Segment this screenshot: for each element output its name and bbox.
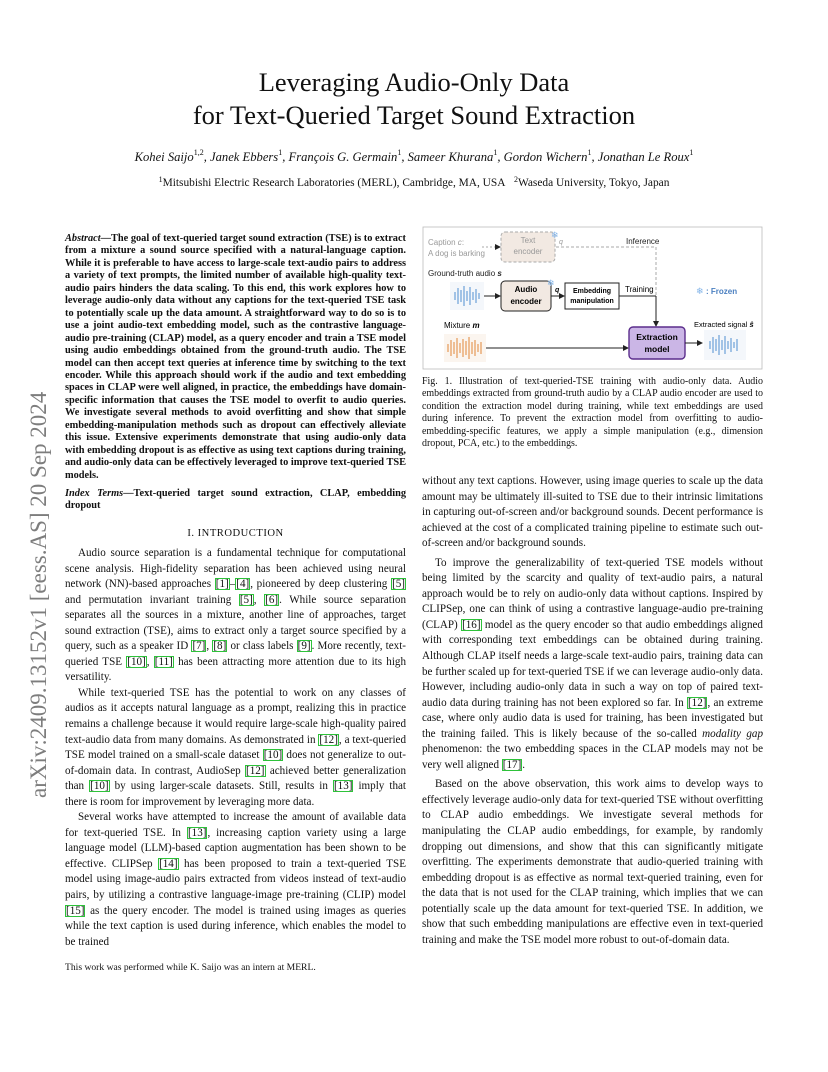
left-column-body <box>65 546 406 950</box>
body-text-run: While text-queried TSE has the potential to work on any classes of audios as it accepts natural language as a prompt, realizing this in practice remains a challenge because it would require large-scale high-quality paired text-audio data from many domains. As demonstrated in <box>65 686 406 746</box>
body-paragraph <box>422 556 763 774</box>
audio-encoder-label-2: encoder <box>510 297 542 306</box>
index-terms-text: —Text-queried target sound extraction, CLAP, embedding dropout <box>65 488 406 512</box>
inference-label: Inference <box>626 237 660 246</box>
body-text-run: – <box>229 578 236 591</box>
title-line-1: Leveraging Audio-Only Data <box>258 67 570 97</box>
abstract <box>65 233 406 482</box>
embedding-manip-label-2: manipulation <box>570 298 614 305</box>
body-paragraph <box>422 777 763 948</box>
body-text-run: has been proposed to train a text-queried TSE model using image-audio pairs extracted from videos instead of text-audio pairs, by utilizing a contrastive language-image pre-training (CLIP) model <box>65 857 406 902</box>
q-t-label: q <box>559 239 563 246</box>
q-a-label: q <box>555 287 560 294</box>
body-text-run: does not generalize to out-of-domain data. In contrast, AudioSep <box>65 749 407 777</box>
body-text-run: by using larger-scale datasets. Still, results in <box>109 780 333 793</box>
citation-link[interactable]: [8] <box>213 640 227 653</box>
body-text-run: Audio source separation is a fundamental technique for computational scene analysis. High-fidelity separation has been achieved using neural network (NN)-based approaches <box>65 547 406 591</box>
author-affiliation-mark: 1,2 <box>193 148 204 157</box>
citation-link[interactable]: [15] <box>66 904 85 917</box>
citation-link[interactable]: [5] <box>239 593 253 606</box>
body-paragraph <box>65 810 406 950</box>
citation-link[interactable]: [13] <box>333 780 353 793</box>
abstract-label: Abstract <box>65 233 101 244</box>
body-text-run: without any text captions. However, using image queries to scale up the data amount may be ultimately ill-suited to TSE due to their intrinsic limitations in capturing out-of-screen and/or background sounds. Decent performance is achieved at the cost of a complicated training pipeline to estimate such out-of-screen and/or background sounds. <box>422 475 764 550</box>
arxiv-stamp <box>22 278 54 798</box>
body-text-run: or class labels <box>227 640 297 653</box>
body-text-run: To improve the generalizability of text-queried TSE models without being limited by the scarcity and quality of text-audio pairs, a natural approach would be to rely on audio-only data without captions. Inspired by CLIPSep, one can think of using a contrastive language-audio pre-training (CLAP) <box>422 556 763 631</box>
body-text-run: as the query encoder. The model is trained using images as queries while the text caption is used during inference, which enables the model to be trained <box>65 904 406 948</box>
figure-1-caption: Fig. 1. Illustration of text-queried-TSE training with audio-only data. Audio embeddings extracted from ground-truth audio by a CLAP audio encoder are used to condition the extraction model during training, while text embeddings are used during inference. To prevent the extraction model from overfitting to audio-embedding-specific features, we apply a simple manipulation (e.g., dimension dropout, PCA, etc.) to the embeddings. <box>422 376 763 450</box>
citation-link[interactable]: [13] <box>187 826 207 839</box>
author-affiliation-mark: 1 <box>493 148 498 157</box>
body-text-run: Based on the above observation, this work aims to develop ways to effectively leverage audio-only data for text-queried TSE without overfitting to CLAP audio embeddings. We investigate several methods for manipulating the CLAP audio embeddings, for example, by randomly dropping out dimensions, and show that this can significantly mitigate overfitting. The experiments demonstrate that audio-queried training with embedding dropout is as effective as normal text-queried training, even for the data that is not used for the CLAP training, which implies that we can potentially scale up the data amount for text-queried TSE. In addition, we show that such embedding manipulations are effective even in text-queried training and make the TSE model more robust to out-of-domain data. <box>422 778 763 946</box>
figure-1-diagram <box>422 226 763 370</box>
citation-link[interactable]: [10] <box>263 749 283 762</box>
text-encoder-label-2: encoder <box>513 247 543 256</box>
snowflake-icon: ❄ <box>696 286 704 296</box>
paper-title <box>90 66 738 132</box>
body-text-run: achieved better generalization than <box>65 764 406 793</box>
citation-link[interactable]: [6] <box>265 593 279 606</box>
body-text-run: Several works have attempted to increase the amount of available data for text-queried TSE. In <box>65 811 406 839</box>
body-text-run: . <box>522 758 526 771</box>
body-text-run: model as the query encoder so that audio embeddings aligned with corresponding text embeddings can be obtained during training. Although CLAP itself needs a large-scale text-audio pairs, training data can be further scaled up for text-queried TSE if we can leverage audio-only data. However, including audio-only data in such a way on top of paired text-audio data during training has not been explored so far. In <box>422 618 763 709</box>
affiliation-mark: 2 <box>514 175 519 184</box>
index-terms-label: Index Terms <box>65 488 124 499</box>
citation-link[interactable]: [1] <box>215 578 229 591</box>
author-affiliation-mark: 1 <box>278 148 283 157</box>
body-text-run: imply that there is room for improvement by leveraging more data. <box>65 780 406 808</box>
body-text-run: , an extreme case, where only audio data is used for training, has been investigated but the training failed. This is likely because of the so-called <box>422 696 763 740</box>
citation-link[interactable]: [7] <box>192 640 206 653</box>
training-label: Training <box>625 285 654 294</box>
index-terms <box>65 488 406 513</box>
affiliation-mark: 1 <box>158 175 163 184</box>
body-text-run: , increasing caption variety using a large language model (LLM)-based caption augmentation has been shown to be effective. CLIPSep <box>65 826 406 870</box>
embedding-manip-label: Embedding <box>572 288 612 295</box>
author-name: Sameer Khurana <box>407 150 494 164</box>
fig-caption-example: A dog is barking <box>428 249 485 258</box>
citation-link[interactable]: [5] <box>392 578 405 591</box>
author-name: François G. Germain <box>288 150 398 164</box>
citation-link[interactable]: [9] <box>297 640 311 653</box>
author-name: Janek Ebbers <box>210 150 279 164</box>
affiliations <box>70 177 758 189</box>
ground-truth-label: Ground-truth audio s <box>428 269 502 278</box>
fig-caption-label: Caption c: <box>428 238 465 247</box>
section-heading: I. INTRODUCTION <box>187 528 284 539</box>
body-text-run: , pioneered by deep clustering <box>250 578 392 591</box>
citation-link[interactable]: [10] <box>127 655 146 668</box>
author-list: Kohei Saijo$^{1,2}$, Janek Ebbers$^1$, François G. Germain$^1$, Sameer Khurana$^1$, Gordon Wichern$^1$, Jonathan Le Roux$^1$ <box>134 148 694 164</box>
arxiv-id: arXiv:2409.13152v1 [eess.AS] 20 Sep 2024 <box>26 391 51 798</box>
author-affiliation-mark: 1 <box>587 148 592 157</box>
citation-link[interactable]: [4] <box>236 578 250 591</box>
affiliation-text: Mitsubishi Electric Research Laboratories (MERL), Cambridge, MA, USA <box>162 177 506 189</box>
body-text-run: , a text-queried TSE model trained on a small-scale dataset <box>65 733 406 762</box>
body-text-run: has been attracting more attention due to its high versatility. <box>65 655 407 684</box>
citation-link[interactable]: [10] <box>90 780 109 793</box>
body-text-run: and permutation invariant training <box>65 593 239 606</box>
citation-link[interactable]: [14] <box>159 857 178 870</box>
author-name: Gordon Wichern <box>503 150 588 164</box>
body-paragraph <box>422 474 763 552</box>
extraction-model-label: Extraction <box>636 332 678 342</box>
citation-link[interactable]: [12] <box>319 733 338 746</box>
mixture-label: Mixture m <box>444 321 480 330</box>
abstract-text: —The goal of text-queried target sound extraction (TSE) is to extract from a mixture a sound source specified with a natural-language caption. While it is preferable to have access to large-scale text-audio pairs to address a variety of text prompts, the limited number of available high-quality text-audio pairs hinders the data scaling. To this end, this work explores how to leverage audio-only data without any captions for the text-queried TSE task to potentially scale up the data amount. A straightforward way to do so is to use a joint audio-text embedding model, such as the contrastive language-audio pre-training (CLAP) model, as a query encoder and train a TSE model using audio embeddings obtained from the ground-truth audio. The TSE model can then accept text queries at inference time by switching to the text encoder. While this approach should work if the audio and text embedding spaces in CLAP were well aligned, in practice, the embeddings have domain-specific information that causes the TSE model to overfit to audio queries. We investigate several methods to avoid overfitting and show that simple embedding-manipulation methods such as dropout can effectively alleviate this issue. Extensive experiments demonstrate that using audio-only data with embedding dropout is as effective as using text captions during training, and audio-only data can be effectively leveraged to improve text-queried TSE models. <box>65 233 406 481</box>
title-line-2: for Text-Queried Target Sound Extraction <box>192 100 636 130</box>
citation-link[interactable]: [11] <box>154 655 173 668</box>
body-paragraph <box>65 546 406 686</box>
citation-link[interactable]: [12] <box>687 696 707 709</box>
author-affiliation-mark: 1 <box>397 148 402 157</box>
body-text-run: , <box>206 640 213 653</box>
audio-encoder-label: Audio <box>514 285 538 294</box>
author-affiliation-mark: 1 <box>689 148 694 157</box>
right-column-body <box>422 474 763 948</box>
author-name: Kohei Saijo <box>134 150 194 164</box>
body-text-run: . More recently, text-queried TSE <box>65 640 407 668</box>
author-name: Jonathan Le Roux <box>597 150 690 164</box>
emphasis-text: modality gap <box>702 727 763 740</box>
mixture-waveform <box>444 334 486 362</box>
citation-link[interactable]: [17] <box>502 758 522 771</box>
body-text-run: phenomenon: the two embedding spaces in the CLAP models may not be very well aligned <box>422 743 763 771</box>
body-paragraph <box>65 686 406 810</box>
snowflake-icon: ❄ <box>551 230 559 240</box>
embedding-manipulation-box <box>565 283 619 309</box>
text-encoder-label: Text <box>520 236 536 245</box>
footnote: This work was performed while K. Saijo was an intern at MERL. <box>65 962 316 973</box>
extracted-signal-label: Extracted signal ŝ <box>694 320 754 329</box>
body-text-run: . While source separation separates all the sources in a mixture, another line of approaches, target sound extraction (TSE), aims to extract only a target source specified by a query, such as a speaker ID <box>65 593 406 653</box>
body-text-run: , <box>253 593 265 606</box>
citation-link[interactable]: [16] <box>462 618 481 631</box>
citation-link[interactable]: [12] <box>246 764 265 777</box>
body-text-run: , <box>146 655 154 668</box>
snowflake-icon: ❄ <box>547 278 555 288</box>
extraction-model-label-2: model <box>644 344 670 354</box>
frozen-legend: : Frozen <box>706 287 738 296</box>
affiliation-text: Waseda University, Tokyo, Japan <box>518 177 670 189</box>
